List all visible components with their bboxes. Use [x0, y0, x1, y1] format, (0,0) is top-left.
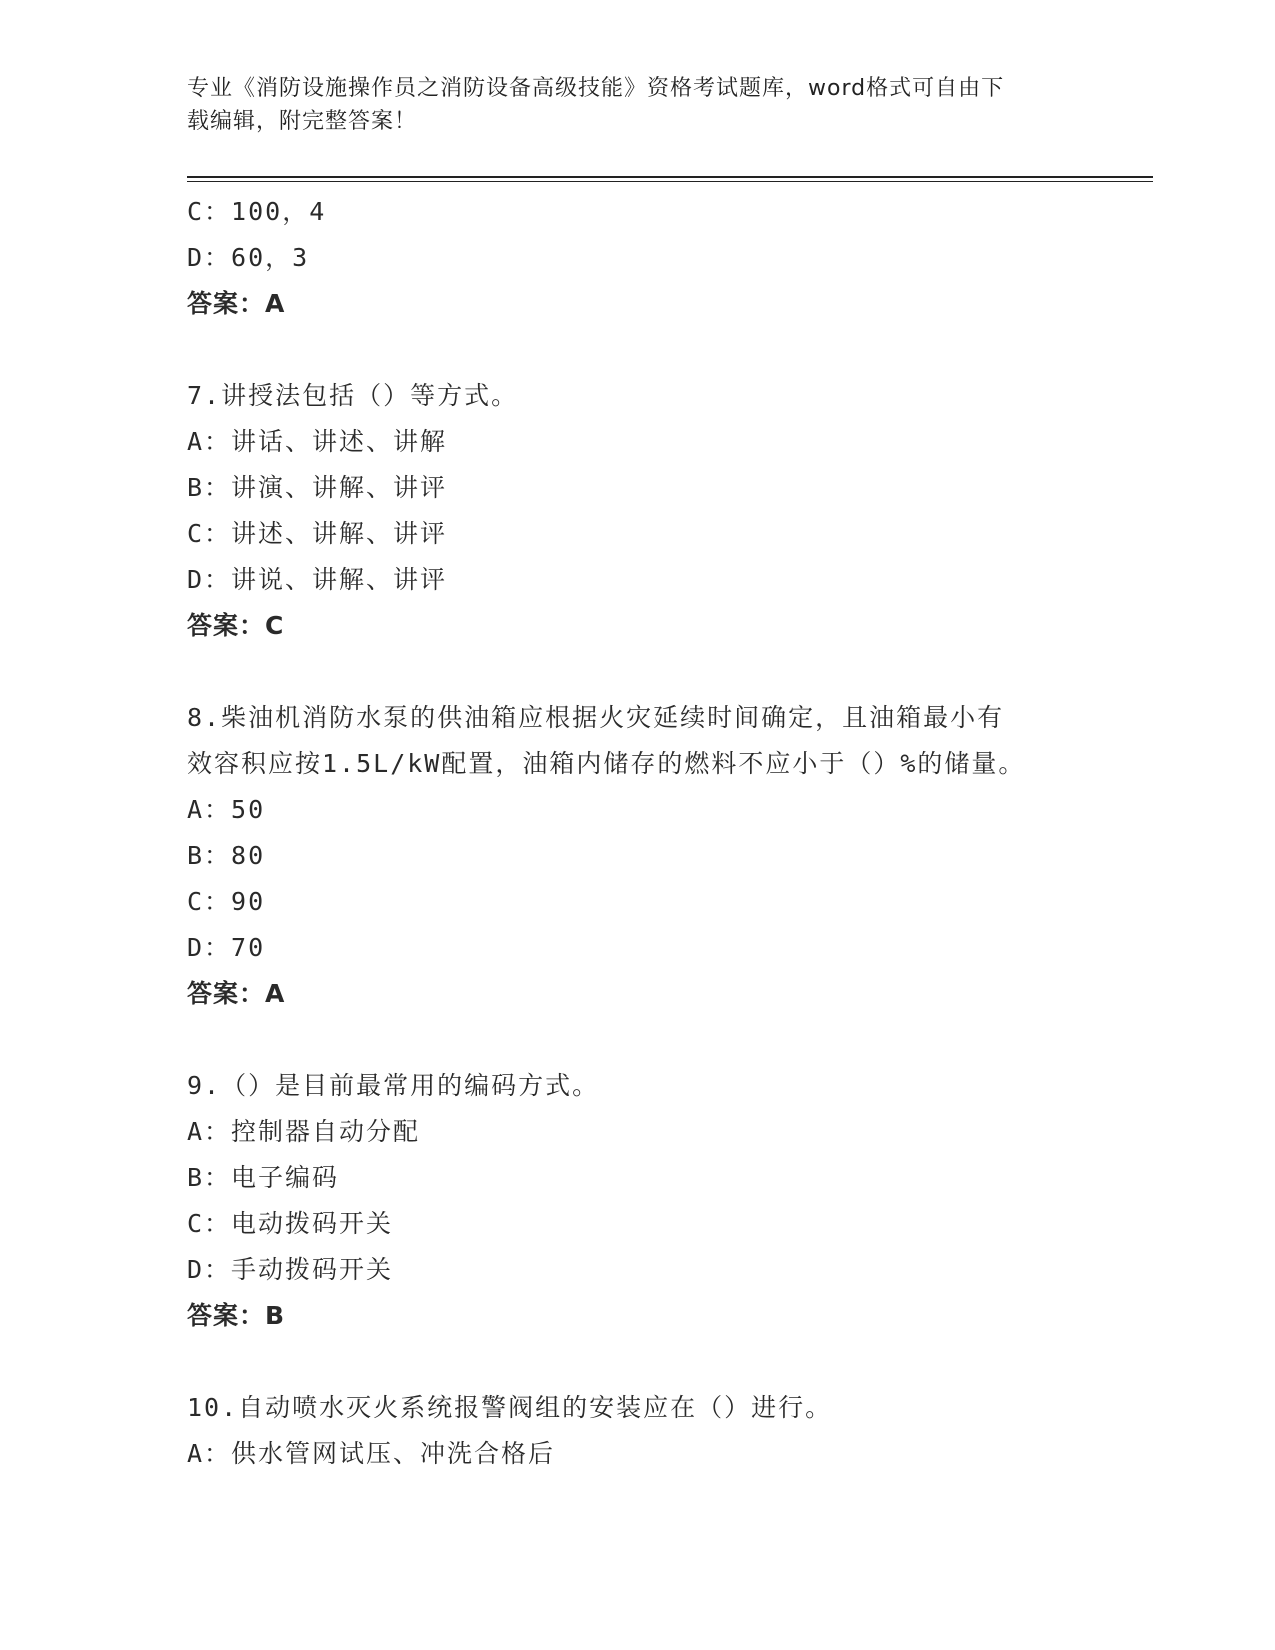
answer-line: 答案：A [187, 289, 286, 318]
question-9 [187, 1063, 1087, 1339]
answer-line: 答案：A [187, 979, 286, 1008]
option-a: A：讲话、讲述、讲解 [187, 427, 448, 456]
question-7 [187, 373, 1087, 649]
option-d: D：60，3 [187, 243, 310, 272]
spacer [187, 327, 1087, 373]
spacer [187, 649, 1087, 695]
question-stem: 9.（）是目前最常用的编码方式。 [187, 1071, 600, 1100]
option-d: D：70 [187, 933, 266, 962]
option-a: A：50 [187, 795, 266, 824]
answer-line: 答案：B [187, 1301, 286, 1330]
option-a: A：供水管网试压、冲洗合格后 [187, 1439, 556, 1468]
question-8 [187, 695, 1087, 1017]
question-stem: 10.自动喷水灭火系统报警阀组的安装应在（）进行。 [187, 1393, 833, 1422]
question-list [187, 189, 1087, 1477]
header-line-2: 载编辑，附完整答案！ [187, 109, 418, 134]
header-divider-thick [187, 176, 1153, 178]
question-6-tail [187, 189, 1087, 327]
question-stem: 7.讲授法包括（）等方式。 [187, 381, 519, 410]
option-b: B：80 [187, 841, 266, 870]
question-10 [187, 1385, 1087, 1477]
header-line-1: 专业《消防设施操作员之消防设备高级技能》资格考试题库，word格式可自由下 [187, 76, 1005, 101]
header-divider-thin [187, 181, 1153, 182]
option-d: D：讲说、讲解、讲评 [187, 565, 448, 594]
spacer [187, 1339, 1087, 1385]
spacer [187, 1017, 1087, 1063]
option-c: C：电动拨码开关 [187, 1209, 394, 1238]
option-d: D：手动拨码开关 [187, 1255, 394, 1284]
question-stem-line-2: 效容积应按1.5L/kW配置，油箱内储存的燃料不应小于（）%的储量。 [187, 749, 1026, 778]
option-b: B：电子编码 [187, 1163, 340, 1192]
question-stem-line-1: 8.柴油机消防水泵的供油箱应根据火灾延续时间确定，且油箱最小有 [187, 703, 1005, 732]
option-c: C：100，4 [187, 197, 327, 226]
option-a: A：控制器自动分配 [187, 1117, 421, 1146]
document-header [187, 72, 1067, 138]
option-c: C：讲述、讲解、讲评 [187, 519, 448, 548]
answer-line: 答案：C [187, 611, 285, 640]
option-b: B：讲演、讲解、讲评 [187, 473, 448, 502]
option-c: C：90 [187, 887, 266, 916]
